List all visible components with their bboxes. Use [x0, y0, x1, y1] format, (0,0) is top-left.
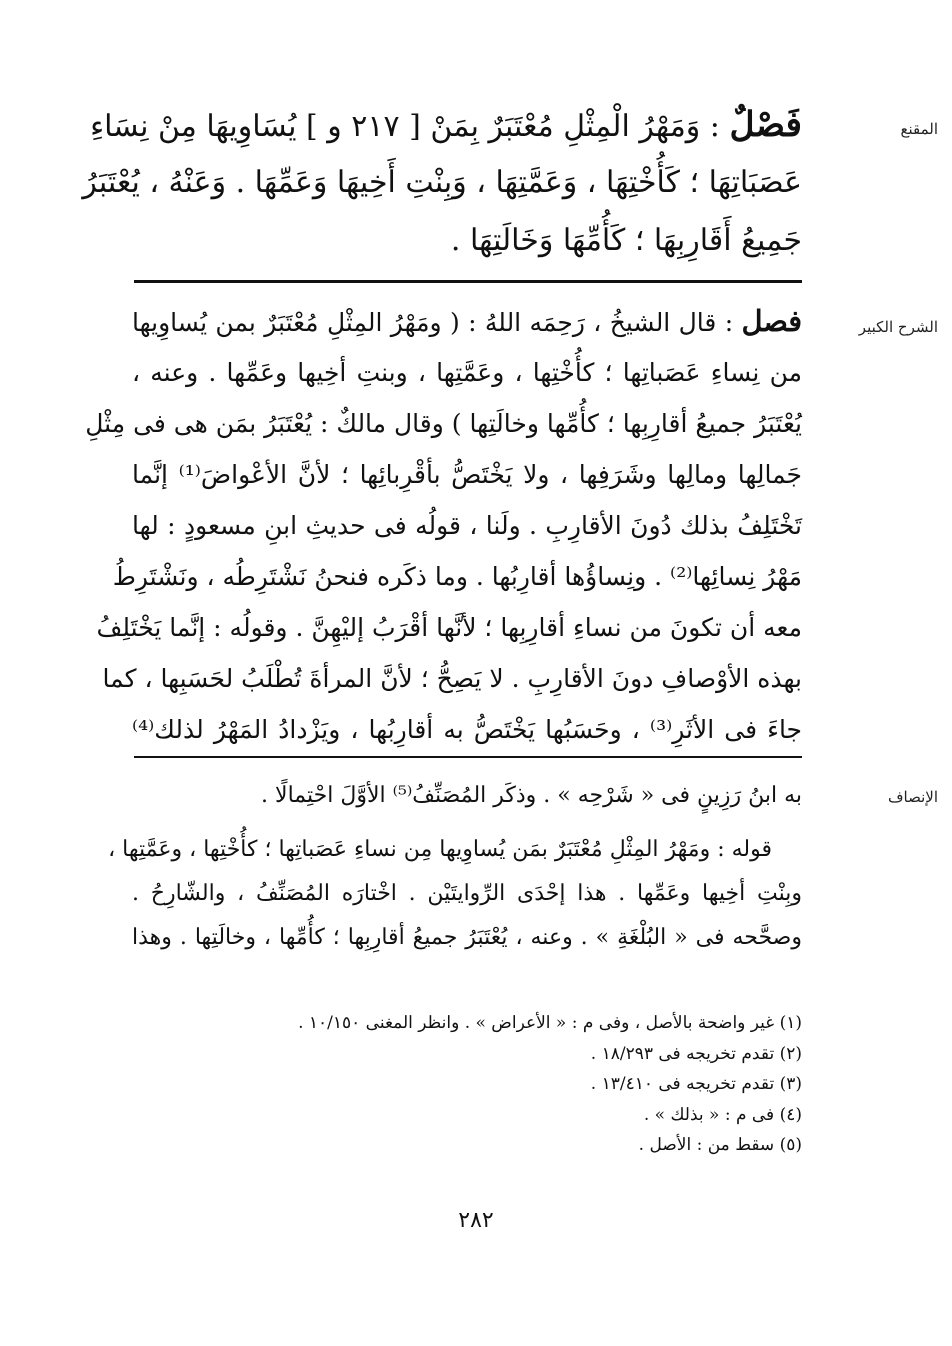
footnote-5: (٥) سقط من : الأصل . [638, 1135, 802, 1155]
sharh-line-1: فصل : قال الشيخُ ، رَحِمَه اللهُ : ( ومَهْرُ المِثْلِ مُعْتَبَرٌ بمن يُساوِيها [132, 304, 802, 338]
sharh-line-5: تَخْتَلِفُ بذلك دُونَ الأقارِبِ . ولَنا ، قولُه فى حديثِ ابنِ مسعودٍ : لها [132, 511, 802, 540]
footnote-4: (٤) فى م : « بذلك » . [643, 1104, 802, 1125]
muqni-section [82, 96, 802, 270]
sharh-line-2: من نِساءِ عَصَباتِها ؛ كأُخْتِها ، وعَمَّتِها ، وبنتِ أخِيها وعَمِّها . وعنه ، [132, 358, 802, 387]
sharh-line-7: معه أن تكونَ من نساءِ أقارِبِها ؛ لأنَّها أقْرَبُ إليْهِنَّ . وقولُه : إنَّما يَخْتَلِفُ [96, 613, 802, 642]
sharh-line-4: جَمالِها ومالِها وشَرَفِها ، ولا يَخْتَصُّ بأقْرِبائِها ؛ لأنَّ الأعْواضَ⁽¹⁾ إنَّما [132, 460, 803, 489]
page-number: ٢٨٢ [458, 1208, 494, 1233]
muqni-line-2: عَصَبَاتِهَا ؛ كَأُخْتِهَا ، وَعَمَّتِهَا ، وَبِنْتِ أَخِيهَا وَعَمِّهَا . وَعَنْهُ ، يُعْتَبَرُ [82, 165, 802, 200]
footnote-1: (١) غير واضحة بالأصل ، وفى م : « الأعراض » . وانظر المغنى ١٠/١٥٠ . [298, 1013, 802, 1033]
side-label-muqni: المقنع [900, 120, 938, 138]
sharh-line-6: مَهْرُ نِسائِها⁽²⁾ . ونِساؤُها أقارِبُها . وما ذكَره فنحنُ نَشْتَرِطُه ، ونَشْتَرِطُ [112, 562, 802, 591]
sharh-keyword: فصل [741, 304, 802, 338]
muqni-line-3: جَمِيعُ أَقَارِبِهَا ؛ كَأُمِّهَا وَخَالَتِهَا . [450, 223, 802, 258]
footnotes [242, 1008, 802, 1161]
section-divider-thin [134, 756, 802, 758]
sharh-line-3: يُعْتَبَرُ جميعُ أقارِبِها ؛ كأُمِّها وخالَتِها ) وقال مالكٌ : يُعْتَبَرُ بمَن هى فى مِثْلِ [85, 409, 802, 438]
sharh-line-8: بهذه الأوْصافِ دونَ الأقارِبِ . لا يَصِحُّ ؛ لأنَّ المرأةَ تُطْلَبُ لحَسَبِها ، كما [102, 664, 802, 693]
muqni-keyword: فَصْلٌ [729, 105, 802, 145]
insaf-line-4: وصحَّحه فى « البُلْغَةِ » . وعنه ، يُعْتَبَرُ جميعُ أقارِبِها ؛ كأُمِّها ، وخالَتِها . وهذا [132, 925, 802, 950]
muqni-line-1: فَصْلٌ : وَمَهْرُ الْمِثْلِ مُعْتَبَرٌ بِمَنْ [ ٢١٧ و ] يُسَاوِيهَا مِنْ نِسَاءِ [90, 105, 802, 145]
insaf-line-1: به ابنُ رَزِينٍ فى « شَرْحِه » . وذكَر المُصَنِّفُ⁽⁵⁾ الأوَّلَ احْتِمالًا . [261, 783, 802, 808]
insaf-line-2: قوله : ومَهْرُ المِثْلِ مُعْتَبَرٌ بمَن يُساوِيها مِن نساءِ عَصَباتِها ؛ كأُخْتِها ، وعَمَّتِها ، [108, 837, 772, 862]
sharh-line-9: جاءَ فى الأثَرِ⁽³⁾ ، وحَسَبُها يَخْتَصُّ به أقارِبُها ، ويَزْدادُ المَهْرُ لذلك⁽⁴⁾ [132, 715, 803, 744]
footnote-3: (٣) تقدم تخريجه فى ١٣/٤١٠ . [590, 1074, 802, 1094]
section-divider-thick [134, 280, 802, 283]
insaf-section [108, 774, 802, 960]
side-label-sharh: الشرح الكبير [858, 318, 938, 336]
sharh-section [85, 296, 803, 755]
insaf-line-3: وبِنْتِ أخِيها وعَمِّها . هذا إحْدَى الرِّوايتَيْن . اخْتارَه المُصَنِّفُ ، والشّارِحُ . [132, 881, 802, 906]
footnote-2: (٢) تقدم تخريجه فى ١٨/٢٩٣ . [590, 1043, 802, 1064]
side-label-insaf: الإنصاف [887, 788, 938, 806]
